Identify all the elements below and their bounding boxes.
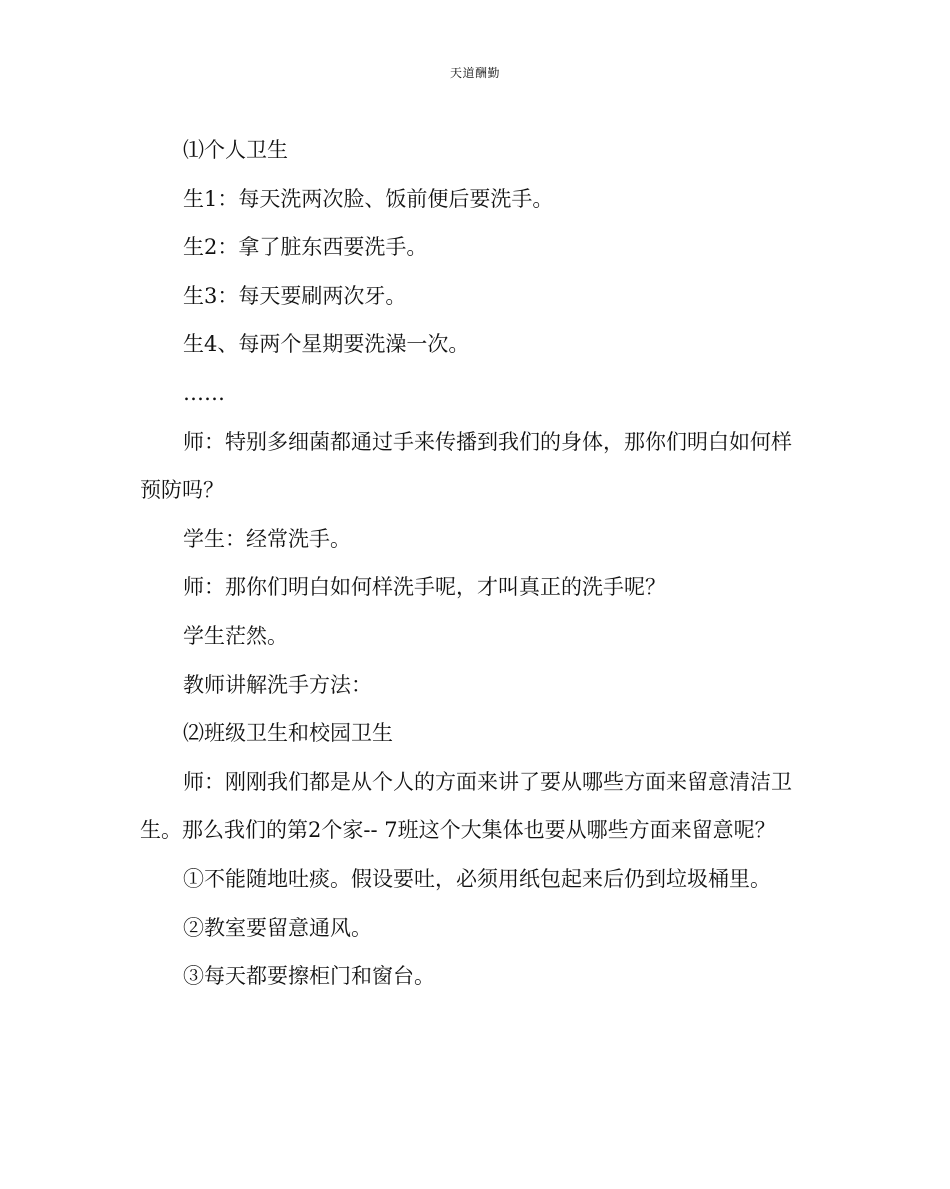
paragraph: 生2：拿了脏东西要洗手。 — [183, 235, 428, 260]
section-heading-personal-hygiene: ⑴个人卫生 — [183, 138, 288, 162]
paragraph: 学生茫然。 — [183, 623, 288, 648]
paragraph: 师：特别多细菌都通过手来传播到我们的身体，那你们明白如何样预防吗？ — [140, 429, 792, 503]
document-body — [140, 126, 810, 1001]
paragraph: 师：刚刚我们都是从个人的方面来讲了要从哪些方面来留意清洁卫生。那么我们的第2个家-- 7班这个大集体也要从哪些方面来留意呢？ — [140, 769, 792, 843]
list-item: ②教室要留意通风。 — [183, 915, 372, 940]
paragraph: 教师讲解洗手方法： — [183, 672, 372, 697]
section-heading-class-and-campus-hygiene: ⑵班级卫生和校园卫生 — [183, 721, 393, 746]
paragraph: 学生：经常洗手。 — [183, 526, 351, 551]
list-item: ①不能随地吐痰。假设要吐，必须用纸包起来后仍到垃圾桶里。 — [183, 866, 771, 891]
paragraph: 师：那你们明白如何样洗手呢，才叫真正的洗手呢？ — [183, 575, 666, 600]
paragraph: 生1：每天洗两次脸、饭前便后要洗手。 — [183, 186, 554, 211]
paragraph: 生4、每两个星期要洗澡一次。 — [183, 332, 470, 357]
list-item: ③每天都要擦柜门和窗台。 — [183, 964, 435, 989]
ellipsis: …… — [183, 380, 225, 405]
page-header: 天道酬勤 — [449, 66, 500, 80]
paragraph: 生3：每天要刷两次牙。 — [183, 283, 407, 308]
